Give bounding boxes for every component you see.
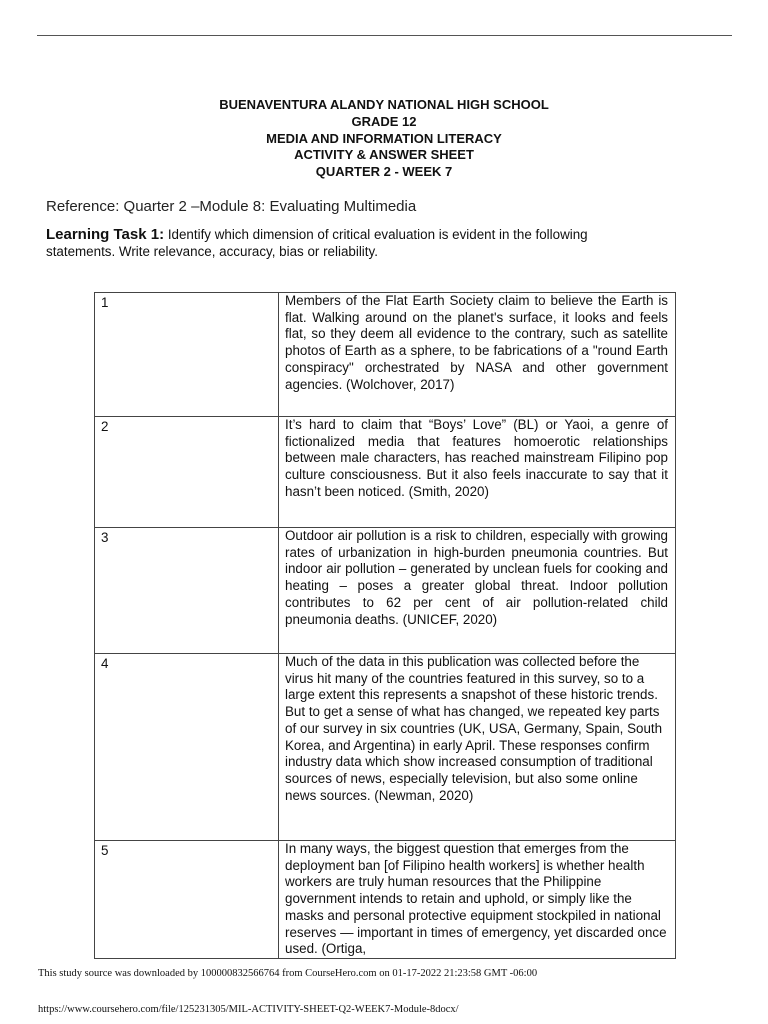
- statements-table: [94, 292, 676, 959]
- task-instructions: Identify which dimension of critical evaluation is evident in the following statements. Write relevance, accuracy, bias or reliability.: [46, 227, 588, 259]
- task-label: Learning Task 1:: [46, 226, 165, 243]
- item-number: 5: [95, 841, 279, 959]
- document-header: [0, 97, 768, 181]
- table-row: [95, 417, 676, 528]
- top-divider: [37, 35, 732, 36]
- item-number: 1: [95, 293, 279, 417]
- source-url[interactable]: https://www.coursehero.com/file/125231305/MIL-ACTIVITY-SHEET-Q2-WEEK7-Module-8docx/: [38, 1004, 459, 1015]
- download-notice: This study source was downloaded by 100000832566764 from CourseHero.com on 01-17-2022 21:23:58 GMT -06:00: [38, 968, 538, 979]
- item-statement: In many ways, the biggest question that emerges from the deployment ban [of Filipino health workers] is whether health workers are truly human resources that the Philippine government intends to retain and uphold, or simply like the masks and personal protective equipment stockpiled in national reserves — important in times of emergency, yet discarded once used. (Ortiga,: [279, 841, 676, 959]
- quarter-week: QUARTER 2 - WEEK 7: [315, 164, 453, 180]
- item-number: 3: [95, 528, 279, 654]
- item-number: 4: [95, 654, 279, 841]
- school-name: BUENAVENTURA ALANDY NATIONAL HIGH SCHOOL: [219, 97, 549, 112]
- item-statement: Members of the Flat Earth Society claim to believe the Earth is flat. Walking around on the planet's surface, it looks and feels flat, so they deem all evidence to the contrary, such as satellite photos of Earth as a sphere, to be fabrications of a "round Earth conspiracy" orchestrated by NASA and other government agencies. (Wolchover, 2017): [279, 293, 676, 417]
- table-row: [95, 293, 676, 417]
- table-row: [95, 841, 676, 959]
- learning-task: [46, 226, 646, 260]
- item-statement: It’s hard to claim that “Boys’ Love” (BL) or Yaoi, a genre of fictionalized media that features homoerotic relationships between male characters, has reached mainstream Filipino pop culture consciousness. But it also feels inaccurate to say that it hasn’t been noticed. (Smith, 2020): [279, 417, 676, 528]
- subject-title: MEDIA AND INFORMATION LITERACY: [266, 130, 502, 146]
- item-number: 2: [95, 417, 279, 528]
- item-statement: Outdoor air pollution is a risk to children, especially with growing rates of urbanization in high-burden pneumonia countries. But indoor air pollution – generated by unclean fuels for cooking and heating – poses a greater global threat. Indoor pollution contributes to 62 per cent of air pollution-related child pneumonia deaths. (UNICEF, 2020): [279, 528, 676, 654]
- reference-line: Reference: Quarter 2 –Module 8: Evaluating Multimedia: [46, 198, 417, 215]
- table-row: [95, 528, 676, 654]
- grade-level: GRADE 12: [351, 113, 417, 129]
- item-statement: Much of the data in this publication was collected before the virus hit many of the countries featured in this survey, so to a large extent this represents a snapshot of these historic trends. But to get a sense of what has changed, we repeated key parts of our survey in six countries (UK, USA, Germany, Spain, South Korea, and Argentina) in early April. These responses confirm industry data which show increased consumption of traditional sources of news, especially television, but also some online news sources. (Newman, 2020): [279, 654, 676, 841]
- table-row: [95, 654, 676, 841]
- sheet-title: ACTIVITY & ANSWER SHEET: [294, 147, 474, 163]
